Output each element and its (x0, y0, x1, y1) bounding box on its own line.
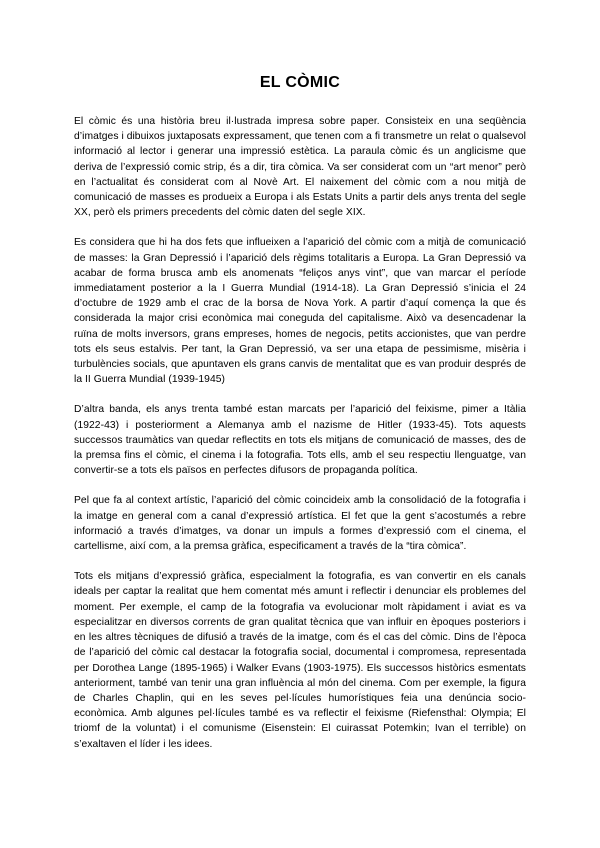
paragraph-intro: El còmic és una història breu il·lustrada impresa sobre paper. Consisteix en una seqüència d’imatges i dibuixos juxtaposats expressament, que tenen com a fi transmetre un relat o qualsevol informació al lector i generar una impressió estètica. La paraula còmic és un anglicisme que deriva de l’expressió comic strip, és a dir, tira còmica. Va ser considerat com un “art menor” però en l’actualitat és considerat com al Novè Art. El naixement del còmic com a nou mitjà de comunicació de masses es produeix a Europa i als Estats Units a partir dels anys trenta del segle XX, però els primers precedents del còmic daten del segle XIX. (74, 116, 526, 219)
paragraph-graphic-media: Tots els mitjans d’expressió gràfica, especialment la fotografia, es van convertir en els canals ideals per captar la realitat que hem comentat més amunt i reflectir i denunciar els problemes del moment. Per exemple, el camp de la fotografia va evolucionar molt ràpidament i aviat es va especialitzar en diversos corrents de gran qualitat tècnica que van influir en èpoques posteriors i en les altres tècniques de difusió a través de la imatge, com és el cas del còmic. Dins de l’època de l’aparició del còmic cal destacar la fotografia social, documental i compromesa, representada per Dorothea Lange (1895-1965) i Walker Evans (1903-1975). Els successos històrics esmentats anteriorment, també van tenir una gran influència al món del cinema. Com per exemple, la figura de Charles Chaplin, qui en les seves pel·lícules humorístiques feia una denúncia socio-econòmica. Amb algunes pel·lícules també es va reflectir el feixisme (Riefensthal: Olympia; El triomf de la voluntat) i el comunisme (Eisenstein: El cuirassat Potemkin; Ivan el terrible) on s’exaltaven el líder i les idees. (74, 571, 526, 750)
page-title: EL CÒMIC (259, 74, 341, 91)
document-page (74, 0, 526, 752)
paragraph-fascism: D’altra banda, els anys trenta també estan marcats per l’aparició del feixisme, pimer a Itàlia (1922-43) i posteriorment a Alemanya amb el nazisme de Hitler (1933-45). Tots aquests successos traumàtics van quedar reflectits en tots els mitjans de comunicació de masses, des de la premsa fins el còmic, el cinema i la fotografia. Tots ells, amb el seu respectiu llenguatge, van convertir-se a tots els països en perfectes difusors de propaganda política. (74, 404, 526, 477)
paragraph-artistic-context: Pel que fa al context artístic, l’aparició del còmic coincideix amb la consolidació de la fotografia i la imatge en general com a canal d’expressió artística. El fet que la gent s’acostumés a rebre informació a través d’imatges, va donar un impuls a formes d’expressió com el cinema, el cartellisme, així com, a la premsa gràfica, especificament a través de la “tira còmica”. (74, 495, 526, 553)
paragraph-great-depression: Es considera que hi ha dos fets que influeixen a l’aparició del còmic com a mitjà de comunicació de masses: la Gran Depressió i l’aparició dels règims totalitaris a Europa. La Gran Depressió va acabar de forma brusca amb els anomenats “feliços anys vint”, que van marcar el període immediatament posterior a la I Guerra Mundial (1914-18). La Gran Depressió s’inicia el 24 d’octubre de 1929 amb el crac de la borsa de Nova York. A partir d’aquí comença la que és considerada la major crisi econòmica mai coneguda del capitalisme. Això va desencadenar la ruïna de molts inversors, grans empreses, homes de negocis, petits accionistes, que van perdre tots els seus estalvis. Per tant, la Gran Depressió, va ser una etapa de pessimisme, misèria i turbulències socials, que apuntaven els grans canvis de mentalitat que es van produir després de la II Guerra Mundial (1939-1945) (74, 237, 526, 386)
